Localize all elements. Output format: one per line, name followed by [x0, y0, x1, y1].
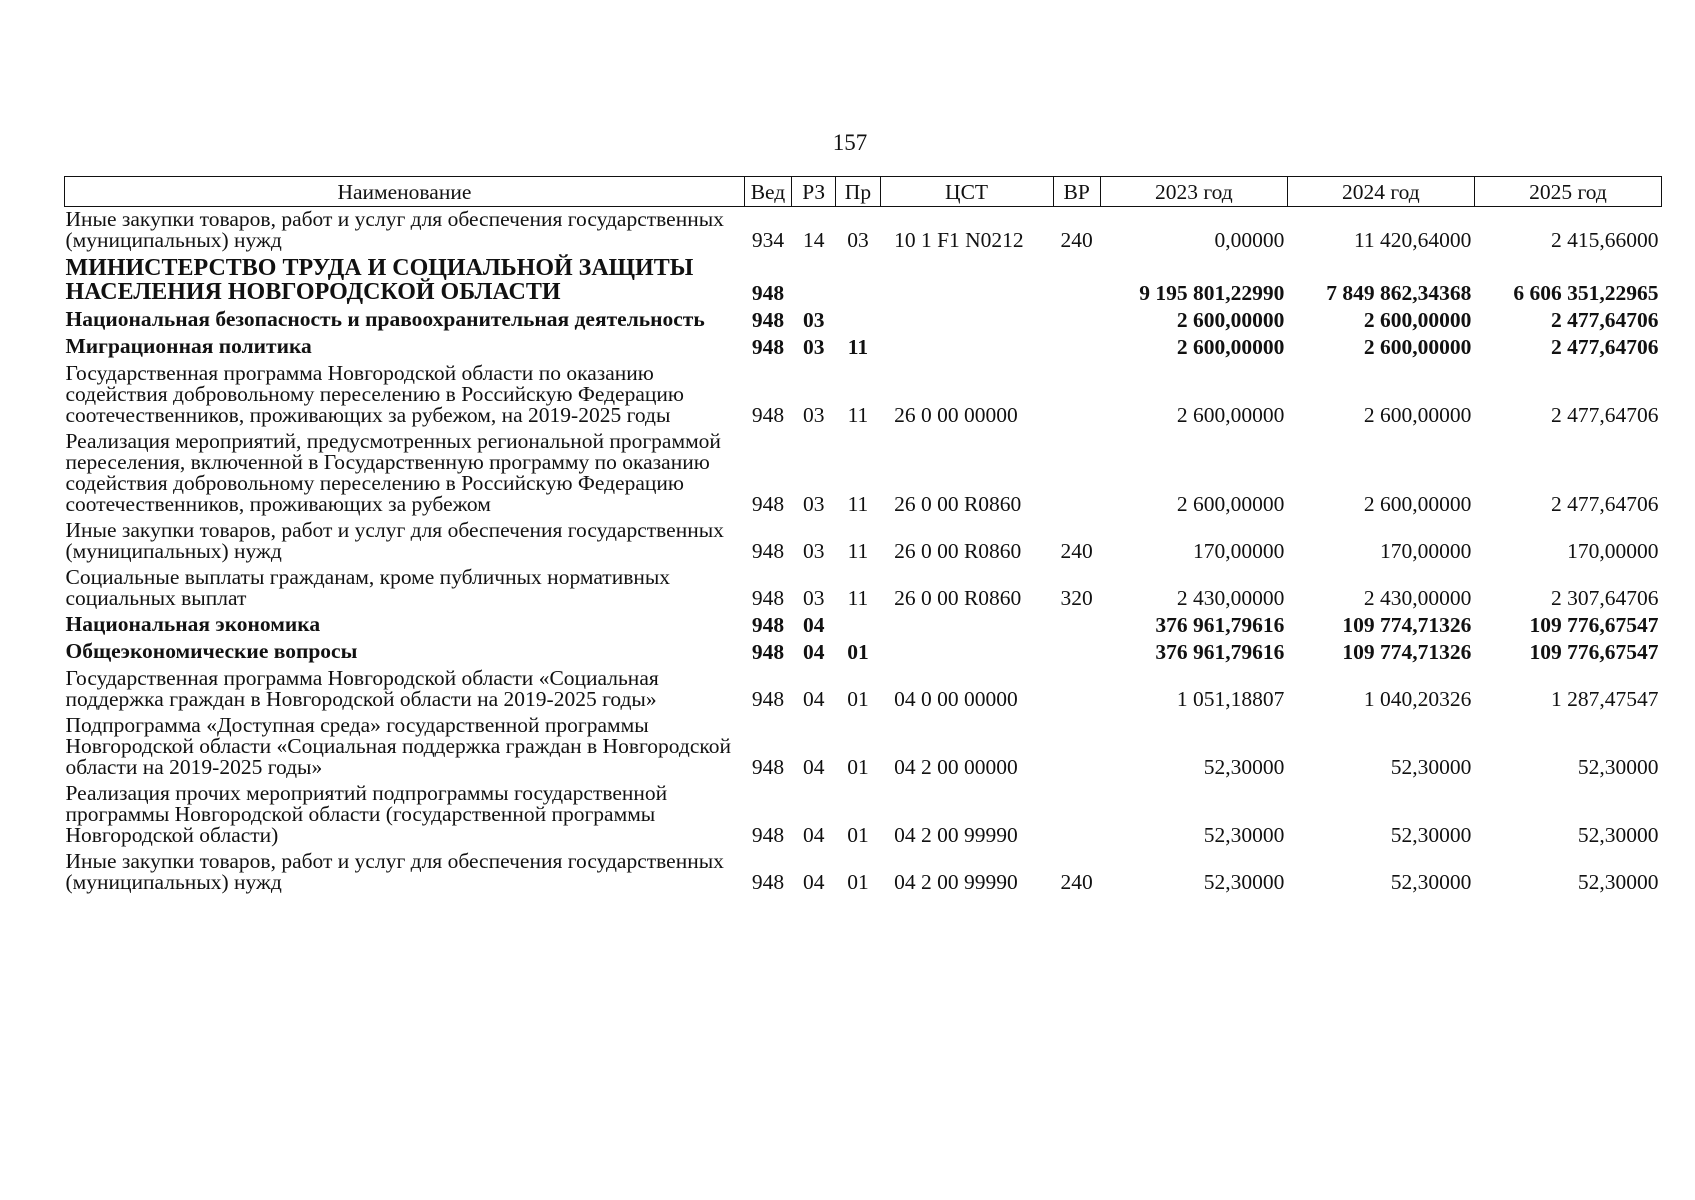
row-ved: 948	[751, 870, 785, 894]
row-pr: 03	[847, 228, 869, 252]
row-pr: 01	[847, 870, 869, 894]
row-2024: 109 774,71326	[1342, 640, 1472, 664]
header-pr: Пр	[836, 177, 880, 207]
row-rz: 03	[802, 492, 825, 516]
row-2025: 170,00000	[1567, 539, 1659, 563]
row-rz: 04	[802, 870, 825, 894]
header-cst: ЦСТ	[880, 177, 1053, 207]
row-pr	[836, 307, 880, 334]
row-cst: 04 0 00 00000	[894, 687, 1018, 711]
row-2025: 52,30000	[1577, 823, 1659, 847]
row-cst	[880, 307, 1053, 334]
header-year-2024: 2024 год	[1287, 177, 1474, 207]
budget-table	[64, 176, 1662, 896]
row-2025: 6 606 351,22965	[1513, 281, 1659, 305]
row-2023: 52,30000	[1203, 823, 1285, 847]
header-name: Наименование	[65, 177, 745, 207]
row-2023: 1 051,18807	[1176, 687, 1285, 711]
row-2025: 2 477,64706	[1551, 403, 1659, 427]
row-rz: 03	[802, 539, 825, 563]
row-2023: 2 600,00000	[1176, 335, 1285, 359]
table-row	[65, 429, 1662, 518]
row-2023: 52,30000	[1203, 870, 1285, 894]
row-cst: 10 1 F1 N0212	[894, 228, 1024, 252]
row-rz: 04	[802, 687, 825, 711]
row-ved: 948	[751, 308, 785, 332]
row-name: Миграционная политика	[65, 334, 312, 358]
row-ved: 948	[751, 539, 785, 563]
row-2024: 7 849 862,34368	[1326, 281, 1472, 305]
table-row	[65, 713, 1662, 781]
row-vr	[1053, 254, 1100, 307]
row-ved: 948	[751, 586, 785, 610]
row-2023: 376 961,79616	[1155, 613, 1285, 637]
row-name: МИНИСТЕРСТВО ТРУДА И СОЦИАЛЬНОЙ ЗАЩИТЫ НАСЕЛЕНИЯ НОВГОРОДСКОЙ ОБЛАСТИ	[65, 255, 694, 305]
table-row	[65, 254, 1662, 307]
row-name: Социальные выплаты гражданам, кроме публичных нормативных социальных выплат	[65, 565, 671, 610]
row-2024: 170,00000	[1380, 539, 1472, 563]
row-rz: 03	[802, 335, 825, 359]
row-2025: 1 287,47547	[1551, 687, 1659, 711]
row-pr	[836, 612, 880, 639]
table-header-row	[65, 177, 1662, 207]
row-pr: 11	[847, 586, 869, 610]
table-row	[65, 361, 1662, 429]
row-2024: 2 600,00000	[1363, 403, 1472, 427]
row-cst	[880, 639, 1053, 666]
row-name: Национальная безопасность и правоохранительная деятельность	[65, 307, 705, 331]
row-2024: 52,30000	[1390, 870, 1472, 894]
row-name: Иные закупки товаров, работ и услуг для обеспечения государственных (муниципальных) нужд	[65, 849, 724, 894]
page-number: 157	[832, 130, 868, 155]
row-vr	[1053, 429, 1100, 518]
row-cst: 26 0 00 R0860	[894, 539, 1022, 563]
row-2025: 109 776,67547	[1529, 640, 1659, 664]
row-2024: 2 600,00000	[1363, 492, 1472, 516]
row-ved: 948	[751, 335, 785, 359]
row-2023: 0,00000	[1214, 228, 1285, 252]
row-cst: 04 2 00 99990	[894, 823, 1018, 847]
row-pr	[836, 254, 880, 307]
row-2023: 9 195 801,22990	[1139, 281, 1285, 305]
row-pr: 11	[847, 335, 869, 359]
row-cst: 26 0 00 R0860	[894, 492, 1022, 516]
row-2025: 2 415,66000	[1551, 228, 1659, 252]
row-2023: 170,00000	[1192, 539, 1285, 563]
row-2023: 2 600,00000	[1176, 308, 1285, 332]
row-2025: 2 477,64706	[1551, 492, 1659, 516]
row-2025: 109 776,67547	[1529, 613, 1659, 637]
row-vr	[1053, 713, 1100, 781]
row-name: Иные закупки товаров, работ и услуг для обеспечения государственных (муниципальных) нужд	[65, 207, 724, 252]
row-pr: 11	[847, 403, 869, 427]
row-name: Иные закупки товаров, работ и услуг для обеспечения государственных (муниципальных) нужд	[65, 518, 724, 563]
row-name: Государственная программа Новгородской области «Социальная поддержка граждан в Новгородской области на 2019-2025 годы»	[65, 666, 659, 711]
row-name: Реализация прочих мероприятий подпрограммы государственной программы Новгородской области (государственной программы Новгородской области)	[65, 781, 668, 847]
row-2025: 52,30000	[1577, 755, 1659, 779]
header-ved: Вед	[744, 177, 791, 207]
row-pr: 01	[847, 755, 869, 779]
header-vr: ВР	[1053, 177, 1100, 207]
row-pr: 01	[847, 640, 869, 664]
row-vr: 320	[1060, 586, 1093, 610]
table-body	[65, 207, 1662, 897]
header-year-2025: 2025 год	[1474, 177, 1661, 207]
row-ved: 948	[751, 281, 785, 305]
row-cst: 04 2 00 99990	[894, 870, 1018, 894]
row-2023: 52,30000	[1203, 755, 1285, 779]
row-rz	[792, 254, 836, 307]
row-name: Подпрограмма «Доступная среда» государственной программы Новгородской области «Социальная поддержка граждан в Новгородской области на 2019-2025 годы»	[65, 713, 731, 779]
row-cst	[880, 254, 1053, 307]
row-cst: 04 2 00 00000	[894, 755, 1018, 779]
row-vr	[1053, 781, 1100, 849]
row-vr: 240	[1060, 539, 1093, 563]
row-2023: 2 600,00000	[1176, 492, 1285, 516]
row-rz: 03	[802, 403, 825, 427]
table-row	[65, 666, 1662, 713]
row-rz: 03	[802, 586, 825, 610]
row-pr: 11	[847, 492, 869, 516]
row-vr	[1053, 361, 1100, 429]
row-vr	[1053, 612, 1100, 639]
row-rz: 03	[802, 308, 825, 332]
row-2024: 2 430,00000	[1363, 586, 1472, 610]
row-2024: 52,30000	[1390, 755, 1472, 779]
table-row	[65, 518, 1662, 565]
row-2025: 2 477,64706	[1551, 335, 1659, 359]
row-vr	[1053, 639, 1100, 666]
row-cst: 26 0 00 R0860	[894, 586, 1022, 610]
row-name: Общеэкономические вопросы	[65, 639, 358, 663]
row-rz: 04	[802, 640, 825, 664]
row-2024: 1 040,20326	[1363, 687, 1472, 711]
row-vr	[1053, 307, 1100, 334]
table-row	[65, 781, 1662, 849]
row-2024: 2 600,00000	[1363, 335, 1472, 359]
table-row	[65, 334, 1662, 361]
row-2023: 2 600,00000	[1176, 403, 1285, 427]
row-cst: 26 0 00 00000	[894, 403, 1018, 427]
row-name: Реализация мероприятий, предусмотренных региональной программой переселения, включенной в Государственную программу по оказанию содействия добровольному переселению в Российскую Федерацию соотечественников, проживающих за рубежом	[65, 429, 721, 516]
row-2025: 52,30000	[1577, 870, 1659, 894]
row-2024: 2 600,00000	[1363, 308, 1472, 332]
row-pr: 11	[847, 539, 869, 563]
header-year-2023: 2023 год	[1100, 177, 1287, 207]
row-rz: 14	[802, 228, 825, 252]
row-name: Государственная программа Новгородской области по оказанию содействия добровольному переселению в Российскую Федерацию соотечественников, проживающих за рубежом, на 2019-2025 годы	[65, 361, 684, 427]
row-name: Национальная экономика	[65, 612, 321, 636]
row-rz: 04	[802, 755, 825, 779]
row-ved: 948	[751, 823, 785, 847]
row-2025: 2 307,64706	[1551, 586, 1659, 610]
row-2024: 52,30000	[1390, 823, 1472, 847]
row-2024: 11 420,64000	[1353, 228, 1472, 252]
row-cst	[880, 334, 1053, 361]
row-pr: 01	[847, 687, 869, 711]
row-ved: 948	[751, 755, 785, 779]
row-ved: 948	[751, 613, 785, 637]
table-row	[65, 612, 1662, 639]
row-rz: 04	[802, 823, 825, 847]
table-row	[65, 639, 1662, 666]
row-2025: 2 477,64706	[1551, 308, 1659, 332]
table-row	[65, 565, 1662, 612]
row-ved: 948	[751, 687, 785, 711]
header-rz: РЗ	[792, 177, 836, 207]
row-vr: 240	[1060, 870, 1093, 894]
row-vr: 240	[1060, 228, 1093, 252]
row-rz: 04	[802, 613, 825, 637]
row-ved: 948	[751, 403, 785, 427]
row-vr	[1053, 666, 1100, 713]
row-cst	[880, 612, 1053, 639]
table-row	[65, 307, 1662, 334]
row-2024: 109 774,71326	[1342, 613, 1472, 637]
table-row	[65, 207, 1662, 255]
row-ved: 948	[751, 492, 785, 516]
row-pr: 01	[847, 823, 869, 847]
row-2023: 376 961,79616	[1155, 640, 1285, 664]
table-row	[65, 849, 1662, 896]
row-2023: 2 430,00000	[1176, 586, 1285, 610]
row-ved: 948	[751, 640, 785, 664]
row-ved: 934	[751, 228, 785, 252]
row-vr	[1053, 334, 1100, 361]
